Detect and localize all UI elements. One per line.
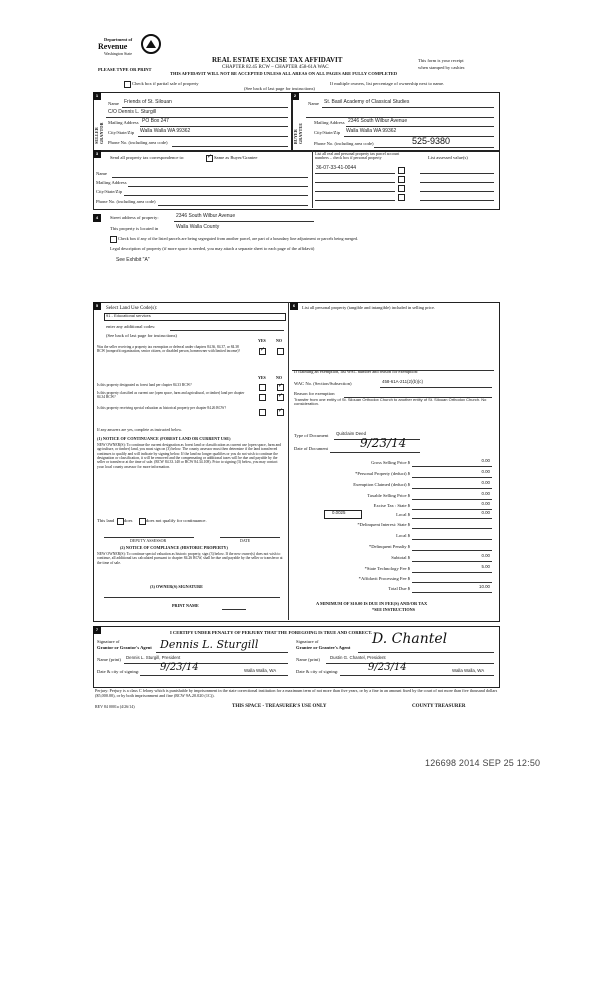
grantee-name-label: Name (print) <box>296 657 320 662</box>
personal-property-label: List all personal property (tangible and intangible) included in selling price. <box>302 305 436 310</box>
partial-sale-label: Check box if partial sale of property <box>132 81 199 86</box>
perjury-statement: Perjury: Perjury is a class C felony which is punishable by imprisonment in the state correctional institution for a maximum term of not more than five years, or by a fine in an amount fixed by the court of not more than five thousand dollars ($5,000.00), or by both imprisonment and fine (RCW 9A.20.020 (1C)). <box>95 688 498 699</box>
seller-mailing-label: Mailing Address <box>108 120 139 125</box>
doc-date-label: Date of Document <box>294 446 328 451</box>
no-header-2: NO <box>276 375 282 380</box>
county-treasurer-label: COUNTY TREASURER <box>412 704 466 709</box>
section-4-number: 4 <box>93 214 101 222</box>
buyer-phone-label: Phone No. (including area code) <box>314 141 374 146</box>
see-instructions: *SEE INSTRUCTIONS <box>372 607 415 612</box>
minimum-note: A MINIMUM OF $10.00 IS DUE IN FEE(S) AND/OR TAX <box>316 601 428 606</box>
seller-name-label: Name <box>108 101 119 106</box>
certify-statement: I CERTIFY UNDER PENALTY OF PERJURY THAT THE FOREGOING IS TRUE AND CORRECT. <box>170 630 373 635</box>
wac-number[interactable]: 458-61A-211(2)(b)(c) <box>382 379 423 384</box>
grantee-sig-label-2: Grantee or Grantee's Agent <box>296 645 351 650</box>
exemption-reason[interactable]: Transfer from one entity of St. Silouan Orthodox Church to another entity of St. Silouan Orthodox Church. No consideration. <box>294 397 487 407</box>
logo-line3: Washington State <box>104 51 133 56</box>
notice-2-title: (2) NOTICE OF COMPLIANCE (HISTORIC PROPERTY) <box>120 545 228 550</box>
send-correspondence-label: Send all property tax correspondence to: <box>110 155 185 160</box>
total-due-label: Total Due $ <box>388 586 410 591</box>
section-7-number: 7 <box>93 626 101 634</box>
grantee-date-label: Date & city of signing: <box>296 669 339 674</box>
seller-city-label: City/State/Zip <box>108 130 135 135</box>
doc-type[interactable]: Quitclaim Deed <box>336 431 367 436</box>
exempt-yes-checkbox[interactable] <box>259 348 266 355</box>
form-subtitle: CHAPTER 82.45 RCW – CHAPTER 458-61A WAC <box>222 65 329 70</box>
form-title: REAL ESTATE EXCISE TAX AFFIDAVIT <box>212 56 343 64</box>
treasurer-space-label: THIS SPACE - TREASURER'S USE ONLY <box>232 704 327 709</box>
corr-city-label: City/State/Zip <box>96 189 123 194</box>
additional-codes-label: enter any additional codes: <box>106 324 156 329</box>
parcel-number-1[interactable]: 36-07-33-41-0044 <box>316 165 357 171</box>
historic-no-checkbox[interactable] <box>277 409 284 416</box>
section-1-number: 1 <box>93 92 101 100</box>
open-space-no-checkbox[interactable] <box>277 394 284 401</box>
grantor-signature[interactable]: Dennis L. Sturgill <box>160 638 259 651</box>
doc-date[interactable]: 9/23/14 <box>360 436 407 450</box>
legal-exhibit[interactable]: See Exhibit "A" <box>116 257 150 263</box>
if-yes-note: If any answers are yes, complete as instructed below. <box>97 427 182 432</box>
seller-mailing[interactable]: PO Box 247 <box>142 118 169 124</box>
corr-name-label: Name <box>96 171 107 176</box>
receipt-note-1: This form is your receipt <box>418 58 464 63</box>
grantor-date[interactable]: 9/23/14 <box>160 662 199 673</box>
taxable-price-value[interactable]: 0.00 <box>481 491 490 496</box>
grantor-name[interactable]: Dennis L. Sturgill, President <box>126 655 181 660</box>
print-name-label: PRINT NAME <box>172 603 199 608</box>
seller-name[interactable]: Friends of St. Silouan <box>124 99 172 105</box>
gross-price-value[interactable]: 0.00 <box>481 458 490 463</box>
buyer-phone[interactable]: 525-9380 <box>412 136 451 146</box>
open-space-yes-checkbox[interactable] <box>259 394 266 401</box>
section-3-number: 3 <box>93 150 101 158</box>
taxable-price-label: Taxable Selling Price $ <box>367 493 410 498</box>
buyer-city-label: City/State/Zip <box>314 130 341 135</box>
receipt-note-2: when stamped by cashier. <box>418 65 466 70</box>
notice-1-body: NEW OWNER(S): To continue the current designation as forest land or classification as current use (open space, farm and agriculture, or timber) land, you must sign on (3) below. The county assessor must then determine if the land transferred continues to qualify and will indicate by signing below. If the land no longer qualifies or you do not wish to continue the designation or classification, it will be removed and the compensating or additional taxes will be due and payable by the seller or transferor at the time of sale. (RCW 84.33.140 or RCW 84.34.108). Prior to signing (3) below, you may contact your local county assessor for more information. <box>97 443 282 469</box>
notice-2-body: NEW OWNER(S): To continue special valuation as historic property, sign (3) below. If the new owner(s) does not wish to continue, all additional tax calculated pursuant to chapter 84.26 RCW, shall be due and payable by the seller or transferor at the time of sale. <box>97 552 283 565</box>
affidavit-fee-label: *Affidavit Processing Fee $ <box>358 576 410 581</box>
grantee-sig-label-1: Signature of <box>296 639 319 644</box>
assessor-date-label: DATE <box>240 538 251 543</box>
recording-stamp: 126698 2014 SEP 25 12:50 <box>425 758 541 768</box>
open-space-question: Is this property classified as current use (open space, farm and agricultural, or timber) land per chapter 84.34 RCW? <box>97 391 245 399</box>
forest-question: Is this property designated as forest land per chapter 84.33 RCW? <box>97 383 192 387</box>
section-5-number: 5 <box>93 302 101 310</box>
grantor-name-label: Name (print) <box>97 657 121 662</box>
this-land-label: This land <box>97 518 115 523</box>
seller-side-label: SELLER GRANTOR <box>94 122 104 144</box>
grantee-date[interactable]: 9/23/14 <box>368 662 407 673</box>
segregated-label: Check box if any of the listed parcels are being segregated from another parcel, are part of a boundary line adjustment or parcels being merged. <box>118 236 359 241</box>
buyer-name-label: Name <box>308 101 319 106</box>
local-label: Local $ <box>396 512 410 517</box>
seller-co[interactable]: C/O Dennis L. Sturgill <box>108 109 157 115</box>
street-address-label: Street address of property: <box>110 215 159 220</box>
yes-header-2: YES <box>258 375 266 380</box>
delinquent-interest-state-label: *Delinquent Interest: State $ <box>357 522 410 527</box>
historic-yes-checkbox[interactable] <box>259 409 266 416</box>
land-use-value: 91 - Educational services <box>106 313 151 318</box>
wac-label: WAC No. (Section/Subsection) <box>294 381 352 386</box>
section-2-number: 2 <box>291 92 299 100</box>
grantee-name[interactable]: Dustin G. Chantel, President <box>330 655 386 660</box>
excise-state-label: Excise Tax : State $ <box>373 503 410 508</box>
tech-fee-value[interactable]: 5.00 <box>481 564 490 569</box>
no-header-1: NO <box>276 338 282 343</box>
seller-city[interactable]: Walla Walla WA 99362 <box>140 128 191 134</box>
delinquent-interest-local-label: Local $ <box>396 533 410 538</box>
personal-property-deduct-value[interactable]: 0.00 <box>481 469 490 474</box>
same-as-buyer-label: Same as Buyer/Grantee <box>214 155 258 160</box>
notice-1-title: (1) NOTICE OF CONTINUANCE (FOREST LAND OR CURRENT USE) <box>97 436 231 441</box>
does-label: does <box>124 518 133 523</box>
type-or-print: PLEASE TYPE OR PRINT <box>98 67 152 72</box>
assessed-value-label: List assessed value(s) <box>428 155 468 160</box>
dor-mountain-icon <box>140 34 162 54</box>
does-not-label: does not qualify for continuance. <box>146 518 207 523</box>
buyer-mailing-label: Mailing Address <box>314 120 345 125</box>
buyer-mailing[interactable]: 2346 South Wilbur Avenue <box>348 118 408 124</box>
local-rate: 0.0025 <box>332 510 346 515</box>
total-due-value[interactable]: 10.00 <box>479 584 490 589</box>
reason-label: Reason for exemption <box>294 391 335 396</box>
delinquent-penalty-label: *Delinquent Penalty $ <box>368 544 410 549</box>
parcel-4-personal-checkbox[interactable] <box>398 194 405 201</box>
parcels-label: List all real and personal property tax parcel account numbers – check box if personal property <box>315 151 400 161</box>
parcel-2-personal-checkbox[interactable] <box>398 176 405 183</box>
buyer-city[interactable]: Walla Walla WA 99362 <box>346 128 397 134</box>
buyer-name[interactable]: St. Basil Academy of Classical Studies <box>324 99 410 105</box>
grantor-sig-label-2: Grantor or Grantor's Agent <box>97 645 152 650</box>
dor-logo <box>96 34 166 64</box>
form-revision: REV 84 0001a (4/26/14) <box>95 704 135 709</box>
street-address[interactable]: 2346 South Wilbur Avenue <box>176 213 236 219</box>
county[interactable]: Walla Walla County <box>176 224 220 230</box>
buyer-side-label: BUYER GRANTEE <box>293 122 303 144</box>
subtotal-label: Subtotal $ <box>391 555 410 560</box>
corr-phone-label: Phone No. (including area code) <box>96 199 156 204</box>
partial-sale-checkbox[interactable] <box>124 81 131 88</box>
exemption-deduct-label: Exemption Claimed (deduct) $ <box>353 482 410 487</box>
does-checkbox[interactable] <box>117 518 124 525</box>
tech-fee-label: *State Technology Fee $ <box>364 566 410 571</box>
legal-description-label: Legal description of property (if more space is needed, you may attach a separate sheet to each page of the affidavit) <box>110 246 315 251</box>
local-value[interactable]: 0.00 <box>481 510 490 515</box>
exemption-claim-label: If claiming an exemption, list WAC number and reason for exemption: <box>294 369 419 374</box>
exempt-question: Was the seller receiving a property tax exemption or deferral under chapters 84.36, 84.37, or 84.38 RCW (nonprofit organization, senior citizen, or disabled person, homeowner with limited income)? <box>97 345 240 353</box>
grantee-city[interactable]: Walla Walla, WA <box>452 668 485 673</box>
owner-signature-line[interactable] <box>104 597 280 598</box>
logo-line2: Revenue <box>98 42 128 51</box>
grantor-date-label: Date & city of signing: <box>97 669 140 674</box>
section-6-number: 6 <box>290 302 298 310</box>
land-use-label: Select Land Use Code(s): <box>106 306 158 311</box>
forest-no-checkbox[interactable] <box>277 384 284 391</box>
seller-phone-label: Phone No. (including area code) <box>108 140 168 145</box>
doc-type-label: Type of Document <box>294 433 329 438</box>
located-in-label: This property is located in <box>110 226 159 231</box>
owner-signature-label: (3) OWNER(S) SIGNATURE <box>150 584 203 589</box>
logo-line1: Department of <box>104 37 133 42</box>
land-use-see-back: (See back of last page for instructions) <box>106 333 177 338</box>
grantor-sig-label-1: Signature of <box>97 639 120 644</box>
gross-price-label: Gross Selling Price $ <box>371 460 410 465</box>
same-as-buyer-checkbox[interactable] <box>206 155 213 162</box>
grantor-city[interactable]: Walla Walla, WA <box>244 668 277 673</box>
does-not-checkbox[interactable] <box>139 518 146 525</box>
parcel-1-personal-checkbox[interactable] <box>398 167 405 174</box>
historic-question: Is this property receiving special valuation as historical property per chapter 84.26 RCW? <box>97 406 227 410</box>
exemption-deduct-value[interactable]: 0.00 <box>481 480 490 485</box>
exempt-no-checkbox[interactable] <box>277 348 284 355</box>
personal-property-deduct-label: *Personal Property (deduct) $ <box>355 471 410 476</box>
grantee-signature[interactable]: D. Chantel <box>372 631 448 647</box>
subtotal-value[interactable]: 0.00 <box>481 553 490 558</box>
parcel-3-personal-checkbox[interactable] <box>398 185 405 192</box>
segregated-checkbox[interactable] <box>110 236 117 243</box>
see-back-note: (See back of last page for instructions) <box>244 86 315 91</box>
corr-mailing-label: Mailing Address <box>96 180 127 185</box>
form-warning: THIS AFFIDAVIT WILL NOT BE ACCEPTED UNLESS ALL AREAS ON ALL PAGES ARE FULLY COMPLETED <box>170 71 398 76</box>
forest-yes-checkbox[interactable] <box>259 384 266 391</box>
multiple-owners-note: If multiple owners, list percentage of ownership next to name. <box>330 81 445 86</box>
deputy-assessor-label: DEPUTY ASSESSOR <box>130 538 167 543</box>
yes-header-1: YES <box>258 338 266 343</box>
excise-state-value[interactable]: 0.00 <box>481 501 490 506</box>
